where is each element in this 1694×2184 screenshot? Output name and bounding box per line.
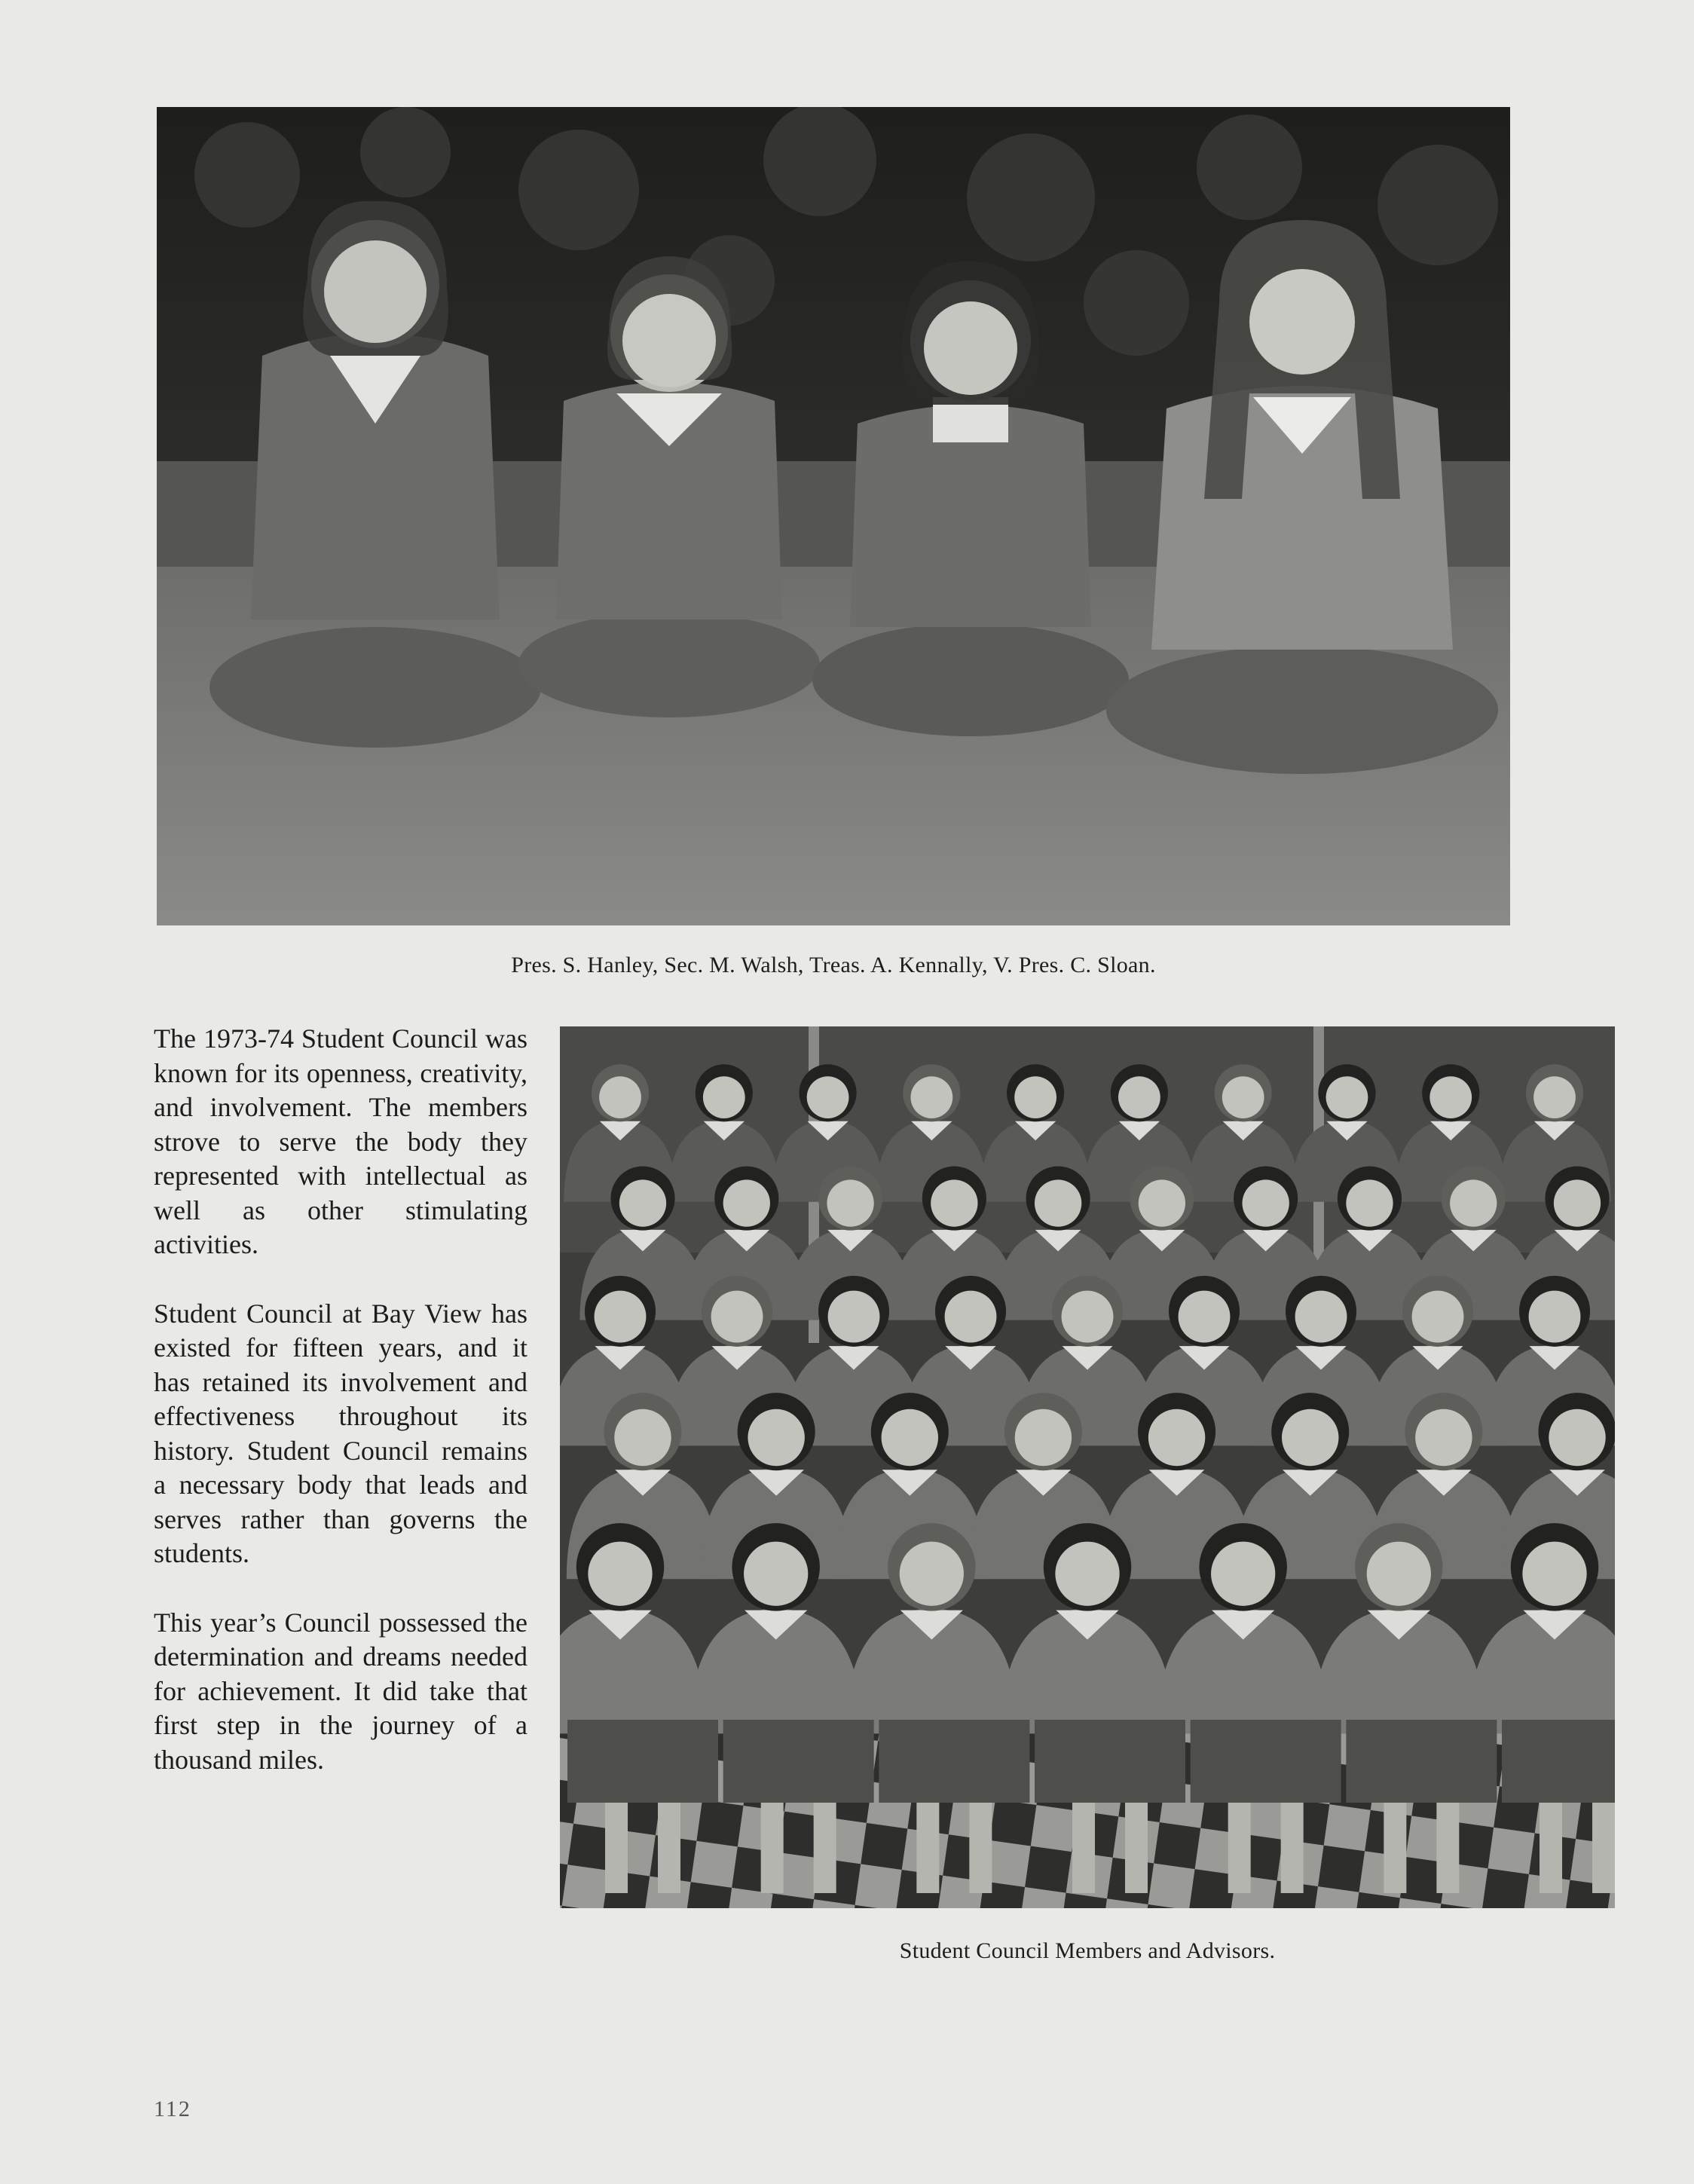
council-group-photo-image xyxy=(560,1026,1615,1908)
officers-photo xyxy=(157,107,1510,925)
officers-photo-caption: Pres. S. Hanley, Sec. M. Walsh, Treas. A. Kennally, V. Pres. C. Sloan. xyxy=(511,953,1156,977)
council-photo-caption: Student Council Members and Advisors. xyxy=(899,1938,1276,1963)
article-paragraph-1: The 1973-74 Student Council was known for its openness, creativity, and involvement. The members strove to serve the body they represented with intellectual as well as other stimulating activities. xyxy=(154,1023,527,1259)
page-number: 112 xyxy=(154,2097,191,2121)
council-group-photo xyxy=(560,1026,1615,1908)
article-body xyxy=(154,1022,527,1812)
officers-photo-image xyxy=(157,107,1510,925)
article-paragraph-2: Student Council at Bay View has existed for fifteen years, and it has retained its involvement and effectiveness throughout its history. Student Council remains a necessary body that leads and serves rather than governs the students. xyxy=(154,1298,527,1568)
article-paragraph-3: This year’s Council possessed the determination and dreams needed for achievement. It did take that first step in the journey of a thousand miles. xyxy=(154,1607,527,1775)
